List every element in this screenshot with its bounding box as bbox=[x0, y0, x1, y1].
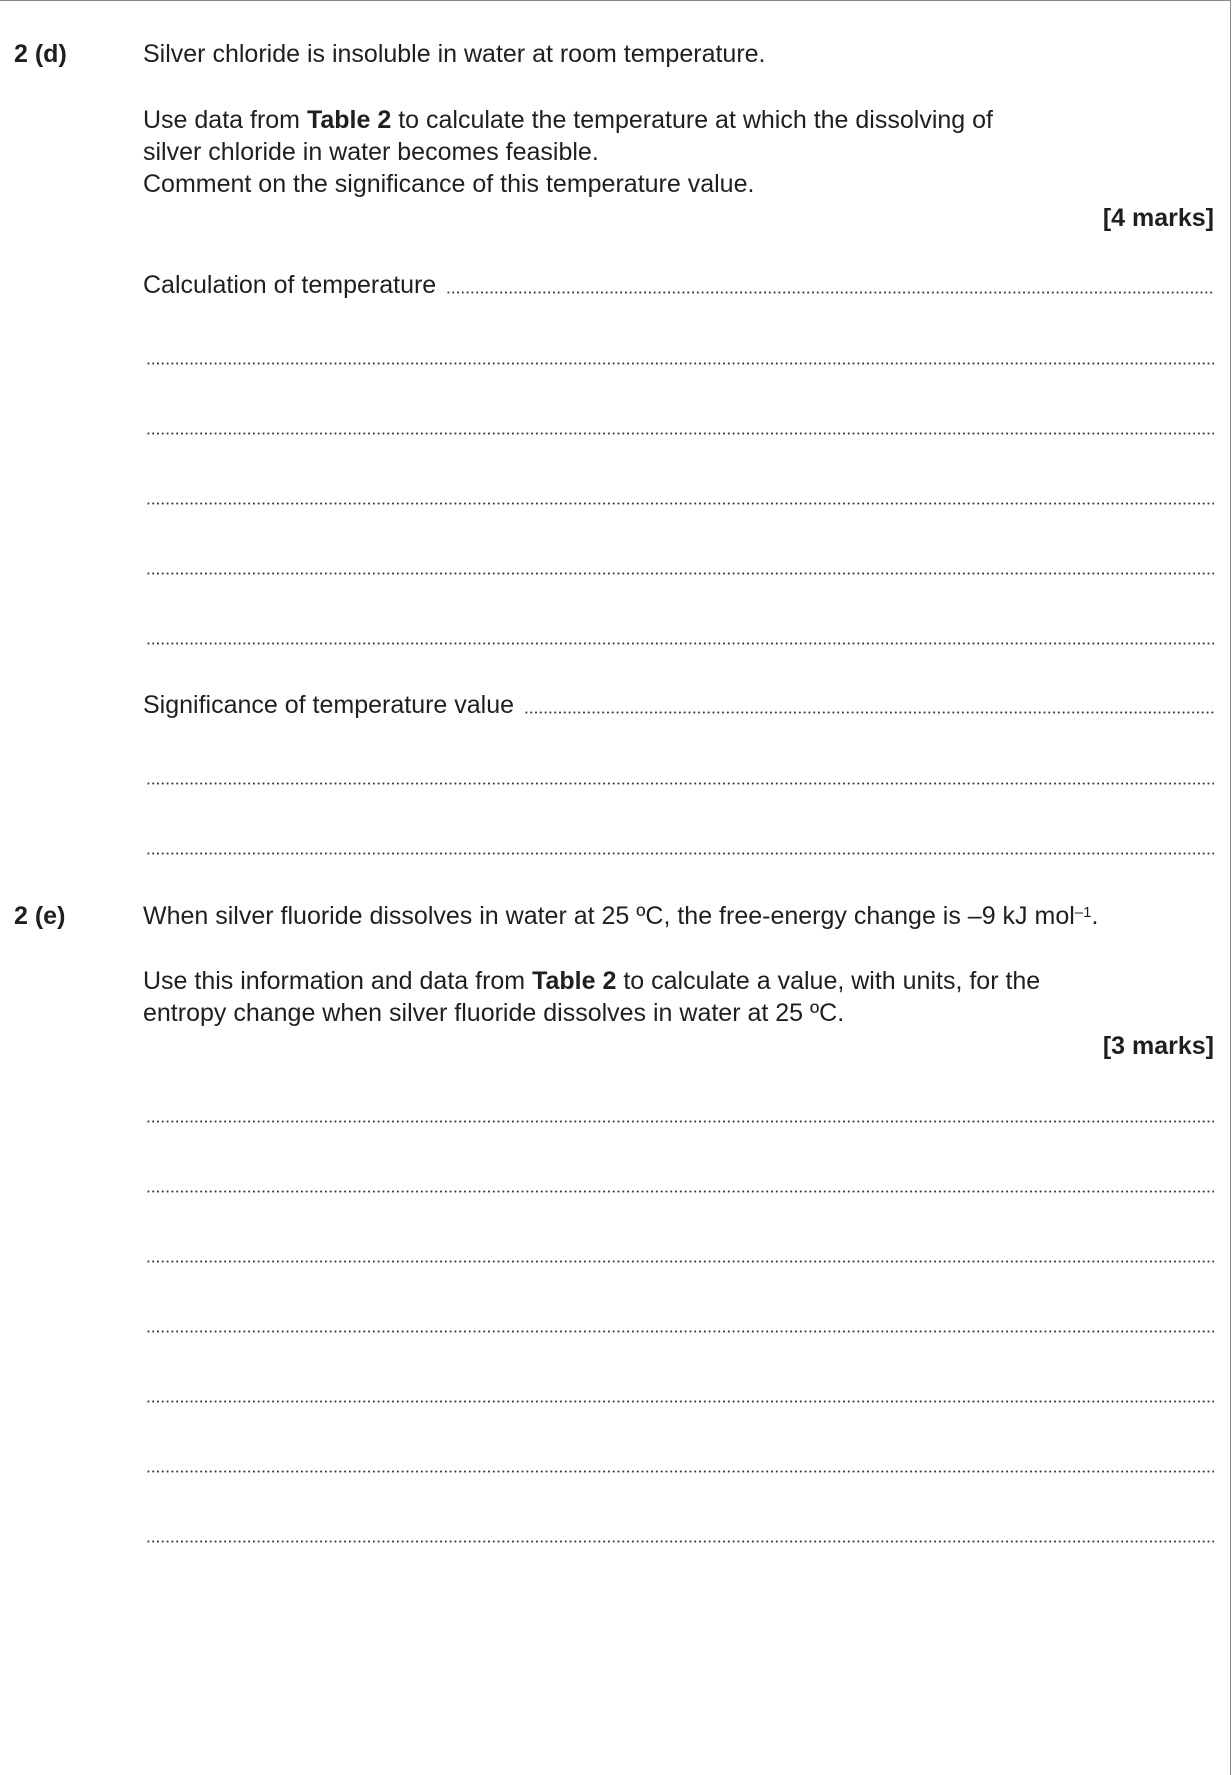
answer-line[interactable] bbox=[146, 1190, 1214, 1193]
question-2e-intro bbox=[143, 900, 1098, 932]
answer-line[interactable] bbox=[146, 1540, 1214, 1543]
answer-line[interactable] bbox=[146, 1470, 1214, 1473]
dotted-fill bbox=[524, 711, 1214, 714]
calculation-label: Calculation of temperature bbox=[143, 271, 437, 299]
instruction-text: to calculate the temperature at which the dissolving of bbox=[391, 106, 993, 134]
table-reference: Table 2 bbox=[306, 106, 392, 134]
significance-answer-line[interactable] bbox=[143, 691, 1214, 720]
table-reference: Table 2 bbox=[532, 967, 617, 995]
question-2d-intro: Silver chloride is insoluble in water at room temperature. bbox=[143, 40, 766, 68]
answer-line[interactable] bbox=[146, 1260, 1214, 1263]
answer-line[interactable] bbox=[146, 362, 1214, 365]
intro-text: When silver fluoride dissolves in water at 25 ºC, the free-energy change is –9 kJ mol bbox=[143, 902, 1075, 930]
question-2d-instruction-line2: silver chloride in water becomes feasible. bbox=[143, 138, 599, 166]
question-2d-marks: [4 marks] bbox=[1102, 204, 1214, 232]
significance-label: Significance of temperature value bbox=[143, 691, 515, 719]
dotted-fill bbox=[446, 291, 1214, 294]
answer-line[interactable] bbox=[146, 432, 1214, 435]
answer-line[interactable] bbox=[146, 1330, 1214, 1333]
question-2e-instruction-line1 bbox=[143, 965, 1040, 997]
instruction-text: Use this information and data from bbox=[143, 967, 533, 995]
question-2d-instruction-line1 bbox=[143, 104, 993, 136]
intro-text: . bbox=[1091, 902, 1099, 930]
answer-line[interactable] bbox=[146, 572, 1214, 575]
question-2e-marks: [3 marks] bbox=[1102, 1032, 1214, 1060]
question-number-2d: 2 (d) bbox=[14, 40, 67, 68]
instruction-text: to calculate a value, with units, for the bbox=[616, 967, 1041, 995]
instruction-text: Use data from bbox=[143, 106, 307, 134]
answer-line[interactable] bbox=[146, 642, 1214, 645]
answer-line[interactable] bbox=[146, 1400, 1214, 1403]
calculation-answer-line[interactable] bbox=[143, 271, 1214, 300]
answer-line[interactable] bbox=[146, 502, 1214, 505]
unit-exponent: –1 bbox=[1074, 904, 1092, 921]
question-number-2e: 2 (e) bbox=[14, 902, 66, 930]
question-2e-instruction-line2: entropy change when silver fluoride dissolves in water at 25 ºC. bbox=[143, 999, 845, 1027]
question-2d-instruction-line3: Comment on the significance of this temperature value. bbox=[143, 170, 755, 198]
answer-line[interactable] bbox=[146, 1120, 1214, 1123]
answer-line[interactable] bbox=[146, 782, 1214, 785]
answer-line[interactable] bbox=[146, 852, 1214, 855]
